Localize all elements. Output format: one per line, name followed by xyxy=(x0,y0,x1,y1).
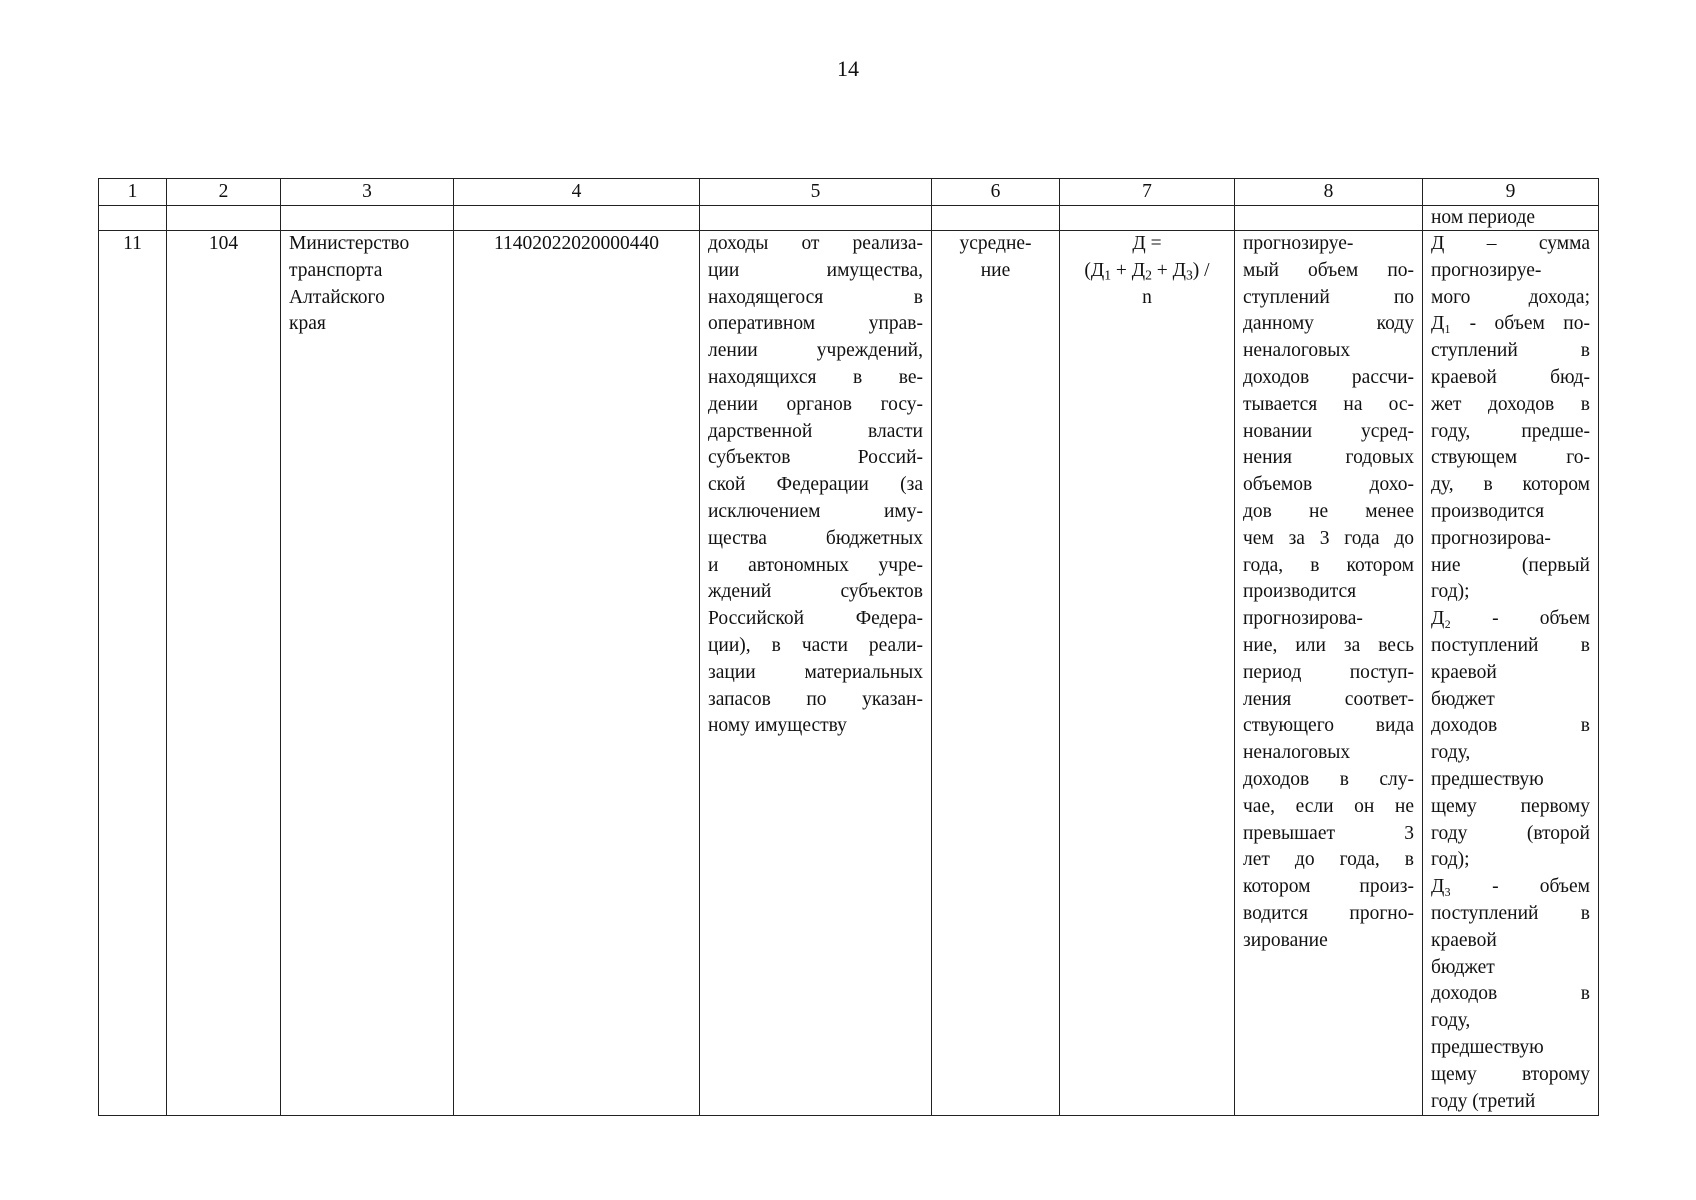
text-line: щему первому xyxy=(1431,795,1590,817)
text-line: ции), в части реали- xyxy=(708,634,923,656)
row-number: 11 xyxy=(99,231,167,1116)
text-line: дарственной власти xyxy=(708,420,923,442)
text-line: производится xyxy=(1431,500,1545,522)
text-line: году, предше- xyxy=(1431,420,1590,442)
text-line: жет доходов в xyxy=(1431,393,1590,415)
text-line: Д₁ - объем по- xyxy=(1431,313,1590,335)
text-line: доходов рассчи- xyxy=(1243,366,1414,388)
text-line: Д₃ - объем xyxy=(1431,876,1590,898)
text-line: прогнозируе- xyxy=(1243,233,1354,254)
admin-code: 104 xyxy=(167,231,281,1116)
text-line: объемов дохо- xyxy=(1243,474,1414,496)
text-line: превышает 3 xyxy=(1243,822,1414,844)
text-line: производится xyxy=(1243,581,1357,603)
text-line: ступлений в xyxy=(1431,340,1590,362)
text-line: щества бюджетных xyxy=(708,527,923,549)
header-cell-3: 3 xyxy=(281,179,454,206)
text-line: году (второй xyxy=(1431,822,1590,844)
text-line: исключением иму- xyxy=(708,500,923,522)
administrator-name xyxy=(281,231,454,1116)
text-line: усредне- xyxy=(959,233,1032,254)
text-line: предшествую xyxy=(1431,768,1544,790)
formula-line-3: n xyxy=(1142,286,1152,308)
text-line: ствующем го- xyxy=(1431,447,1590,469)
text-line: оперативном управ- xyxy=(708,313,923,335)
header-cell-7: 7 xyxy=(1060,179,1235,206)
text-line: ние, или за весь xyxy=(1243,634,1414,656)
header-cell-2: 2 xyxy=(167,179,281,206)
text-line: год); xyxy=(1431,849,1470,871)
text-line: неналоговых xyxy=(1243,742,1351,764)
text-line: Д – сумма xyxy=(1431,233,1590,254)
text-line: находящегося в xyxy=(708,286,923,308)
text-line: края xyxy=(289,313,326,335)
text-line: доходов в xyxy=(1431,715,1590,737)
text-line: чае, если он не xyxy=(1243,795,1414,817)
column-number-row xyxy=(99,179,1599,206)
text-line: дении органов госу- xyxy=(708,393,923,415)
text-line: ской Федерации (за xyxy=(708,474,923,496)
text-line: Российской Федера- xyxy=(708,608,923,630)
formula-line-1: Д = xyxy=(1132,233,1162,254)
algorithm-description xyxy=(1235,231,1423,1116)
text-line: дов не менее xyxy=(1243,500,1414,522)
header-cell-8: 8 xyxy=(1235,179,1423,206)
header-cell-5: 5 xyxy=(700,179,932,206)
text-line: доходов в xyxy=(1431,983,1590,1005)
text-line: субъектов Россий- xyxy=(708,447,923,469)
header-cell-9: 9 xyxy=(1423,179,1599,206)
text-line: краевой xyxy=(1431,929,1497,951)
text-line: ствующего вида xyxy=(1243,715,1414,737)
text-line: лет до года, в xyxy=(1243,849,1414,871)
text-line: транспорта xyxy=(289,259,383,281)
text-line: год); xyxy=(1431,581,1470,603)
text-line: ции имущества, xyxy=(708,259,923,281)
header-cell-1: 1 xyxy=(99,179,167,206)
text-line: бюджет xyxy=(1431,956,1495,978)
text-line: Д₂ - объем xyxy=(1431,608,1590,630)
text-line: Алтайского xyxy=(289,286,385,308)
text-line: ному имуществу xyxy=(708,715,847,737)
formula-line-2: $(Д_1 + Д_2 + Д_3)$ / xyxy=(1084,259,1210,283)
text-line: поступлений в xyxy=(1431,902,1590,924)
text-line: запасов по указан- xyxy=(708,688,923,710)
text-line: краевой бюд- xyxy=(1431,366,1590,388)
text-line: Министерство xyxy=(289,233,410,254)
text-line: лении учреждений, xyxy=(708,340,923,362)
text-line: котором произ- xyxy=(1243,876,1414,898)
formula xyxy=(1060,231,1235,1116)
text-line: года, в котором xyxy=(1243,554,1414,576)
text-line: период поступ- xyxy=(1243,661,1414,683)
text-line: мый объем по- xyxy=(1243,259,1414,281)
revenue-description xyxy=(700,231,932,1116)
text-line: новании усред- xyxy=(1243,420,1414,442)
text-line: предшествую xyxy=(1431,1036,1544,1058)
text-line: ступлений по xyxy=(1243,286,1414,308)
text-line: доходы от реализа- xyxy=(708,233,923,254)
text-line: данному коду xyxy=(1243,313,1414,335)
header-cell-6: 6 xyxy=(932,179,1060,206)
text-line: и автономных учре- xyxy=(708,554,923,576)
continuation-text: ном периоде xyxy=(1423,206,1599,231)
text-line: ние (первый xyxy=(1431,554,1590,576)
text-line: неналоговых xyxy=(1243,340,1351,362)
text-line: доходов в слу- xyxy=(1243,768,1414,790)
header-cell-4: 4 xyxy=(454,179,700,206)
text-line: щему второму xyxy=(1431,1063,1590,1085)
text-line: краевой xyxy=(1431,661,1497,683)
text-line: чем за 3 года до xyxy=(1243,527,1414,549)
text-line: ду, в котором xyxy=(1431,474,1590,496)
page-number: 14 xyxy=(837,56,859,81)
text-line: тывается на ос- xyxy=(1243,393,1414,415)
text-line: году (третий xyxy=(1431,1090,1536,1112)
continuation-row xyxy=(99,206,1599,231)
text-line: зирование xyxy=(1243,929,1328,951)
table-row xyxy=(99,231,1599,1116)
text-line: ждений субъектов xyxy=(708,581,923,603)
text-line: бюджет xyxy=(1431,688,1495,710)
text-line: водится прогно- xyxy=(1243,902,1414,924)
text-line: мого дохода; xyxy=(1431,286,1590,308)
text-line: году, xyxy=(1431,1010,1471,1032)
text-line: ние xyxy=(980,259,1011,281)
text-line: году, xyxy=(1431,742,1471,764)
text-line: поступлений в xyxy=(1431,634,1590,656)
text-line: прогнозирова- xyxy=(1431,527,1551,549)
text-line: зации материальных xyxy=(708,661,923,683)
indicator-description xyxy=(1423,231,1599,1116)
text-line: находящихся в ве- xyxy=(708,366,923,388)
revenue-methodology-table xyxy=(98,178,1599,1116)
text-line: прогнозируе- xyxy=(1431,259,1542,281)
text-line: нения годовых xyxy=(1243,447,1414,469)
text-line: ления соответ- xyxy=(1243,688,1414,710)
calculation-method xyxy=(932,231,1060,1116)
text-line: прогнозирова- xyxy=(1243,608,1363,630)
budget-classification-code: 11402022020000440 xyxy=(454,231,700,1116)
